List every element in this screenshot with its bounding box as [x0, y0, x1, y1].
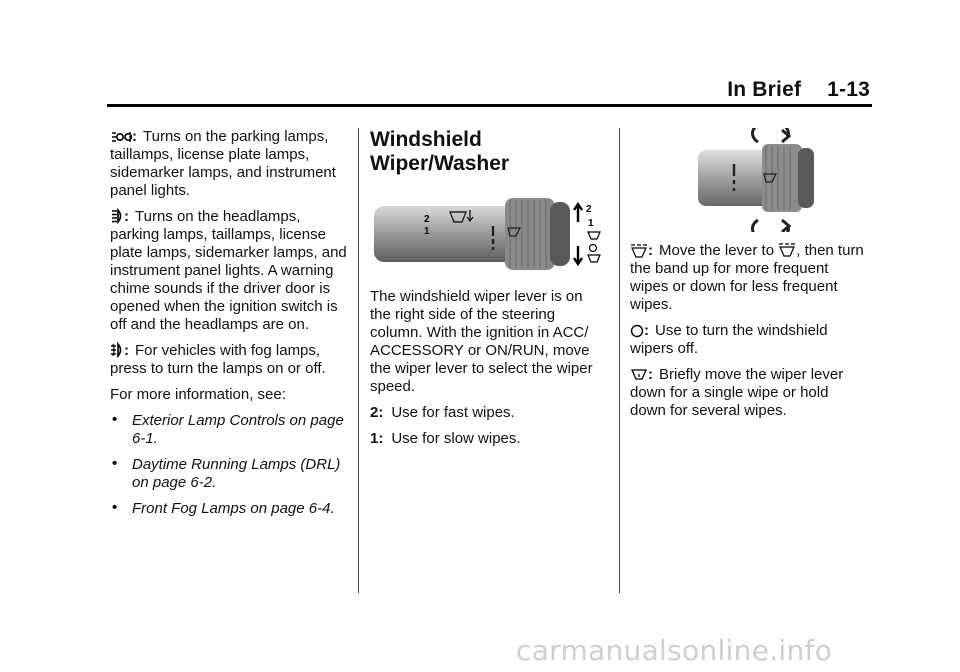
headlamps-paragraph — [110, 208, 348, 334]
headlamps-text: Turns on the headlamps, parking lamps, taillamps, license plate lamps, sidemarker lamps, and instrument panel lights. A warning chime sounds if the driver door is opened when the ignition switch is off and the headlamps are on. — [110, 208, 347, 333]
column-middle — [370, 128, 606, 456]
wiper-intro-text: The windshield wiper lever is on the right side of the steering column. With the ignition in ACC/ ACCESSORY or ON/RUN, move the wiper lever to select the wiper speed. — [370, 288, 593, 395]
column-right — [630, 128, 866, 428]
wiper-off-icon: : — [630, 322, 649, 340]
mist-icon: : — [630, 366, 653, 384]
fast-wipe-paragraph — [370, 404, 606, 422]
section-title: In Brief — [727, 78, 802, 101]
figure-label-1: 1 — [588, 218, 594, 229]
list-item[interactable]: • Daytime Running Lamps (DRL) on page 6-2. — [112, 455, 341, 491]
fog-lamp-icon: : — [110, 342, 129, 360]
slow-wipe-text: Use for slow wipes. — [391, 430, 521, 447]
wiper-band-figure — [658, 128, 894, 232]
mist-text: Briefly move the wiper lever down for a single wipe or hold down for several wipes. — [630, 366, 844, 419]
wiper-lever-figure — [370, 188, 606, 278]
fast-wipe-text: Use for fast wipes. — [391, 404, 515, 421]
parking-lamps-paragraph — [110, 128, 348, 200]
delay-wipe-text-after: , then turn the band up for more frequent wipes or down for less frequent wipes. — [630, 242, 864, 313]
fog-lamps-text: For vehicles with fog lamps, press to turn the lamps on or off. — [110, 342, 326, 377]
wiper-off-text: Use to turn the windshield wipers off. — [630, 322, 828, 357]
delay-wipe-text-before: Move the lever to — [659, 242, 775, 259]
parking-lamp-icon: : — [110, 128, 137, 146]
headlamp-icon: : — [110, 208, 129, 226]
fog-lamps-paragraph — [110, 342, 348, 378]
delay-wipe-paragraph — [630, 242, 866, 314]
more-info-text: For more information, see: — [110, 386, 286, 403]
mist-paragraph — [630, 366, 866, 420]
page-number: 1-13 — [827, 78, 870, 101]
column-divider — [619, 128, 620, 593]
slow-wipe-label: 1: — [370, 430, 384, 447]
reference-list — [110, 412, 348, 518]
column-divider — [358, 128, 359, 593]
delay-wipe-inline-icon — [778, 242, 796, 259]
slow-wipe-paragraph — [370, 430, 606, 448]
delay-wipe-icon: : — [630, 242, 653, 260]
page-header — [727, 78, 870, 102]
figure-label-2: 2 — [586, 204, 592, 215]
reference-link[interactable]: Exterior Lamp Controls on page 6-1. — [132, 412, 344, 447]
column-left — [110, 128, 348, 526]
list-item[interactable]: • Exterior Lamp Controls on page 6-1. — [112, 411, 344, 447]
lever-label-2: 2 — [424, 214, 430, 225]
watermark: carmanualsonline.info — [516, 634, 833, 667]
reference-link[interactable]: Daytime Running Lamps (DRL) on page 6-2. — [132, 456, 341, 491]
parking-lamps-text: Turns on the parking lamps, taillamps, license plate lamps, sidemarker lamps, and instrument panel lights. — [110, 128, 336, 199]
list-item[interactable]: • Front Fog Lamps on page 6-4. — [112, 499, 335, 517]
header-rule — [107, 104, 872, 107]
reference-link[interactable]: Front Fog Lamps on page 6-4. — [132, 500, 335, 517]
lever-label-1: 1 — [424, 226, 430, 237]
section-heading: Windshield Wiper/Washer — [370, 128, 510, 175]
wiper-off-paragraph — [630, 322, 866, 358]
fast-wipe-label: 2: — [370, 404, 384, 421]
